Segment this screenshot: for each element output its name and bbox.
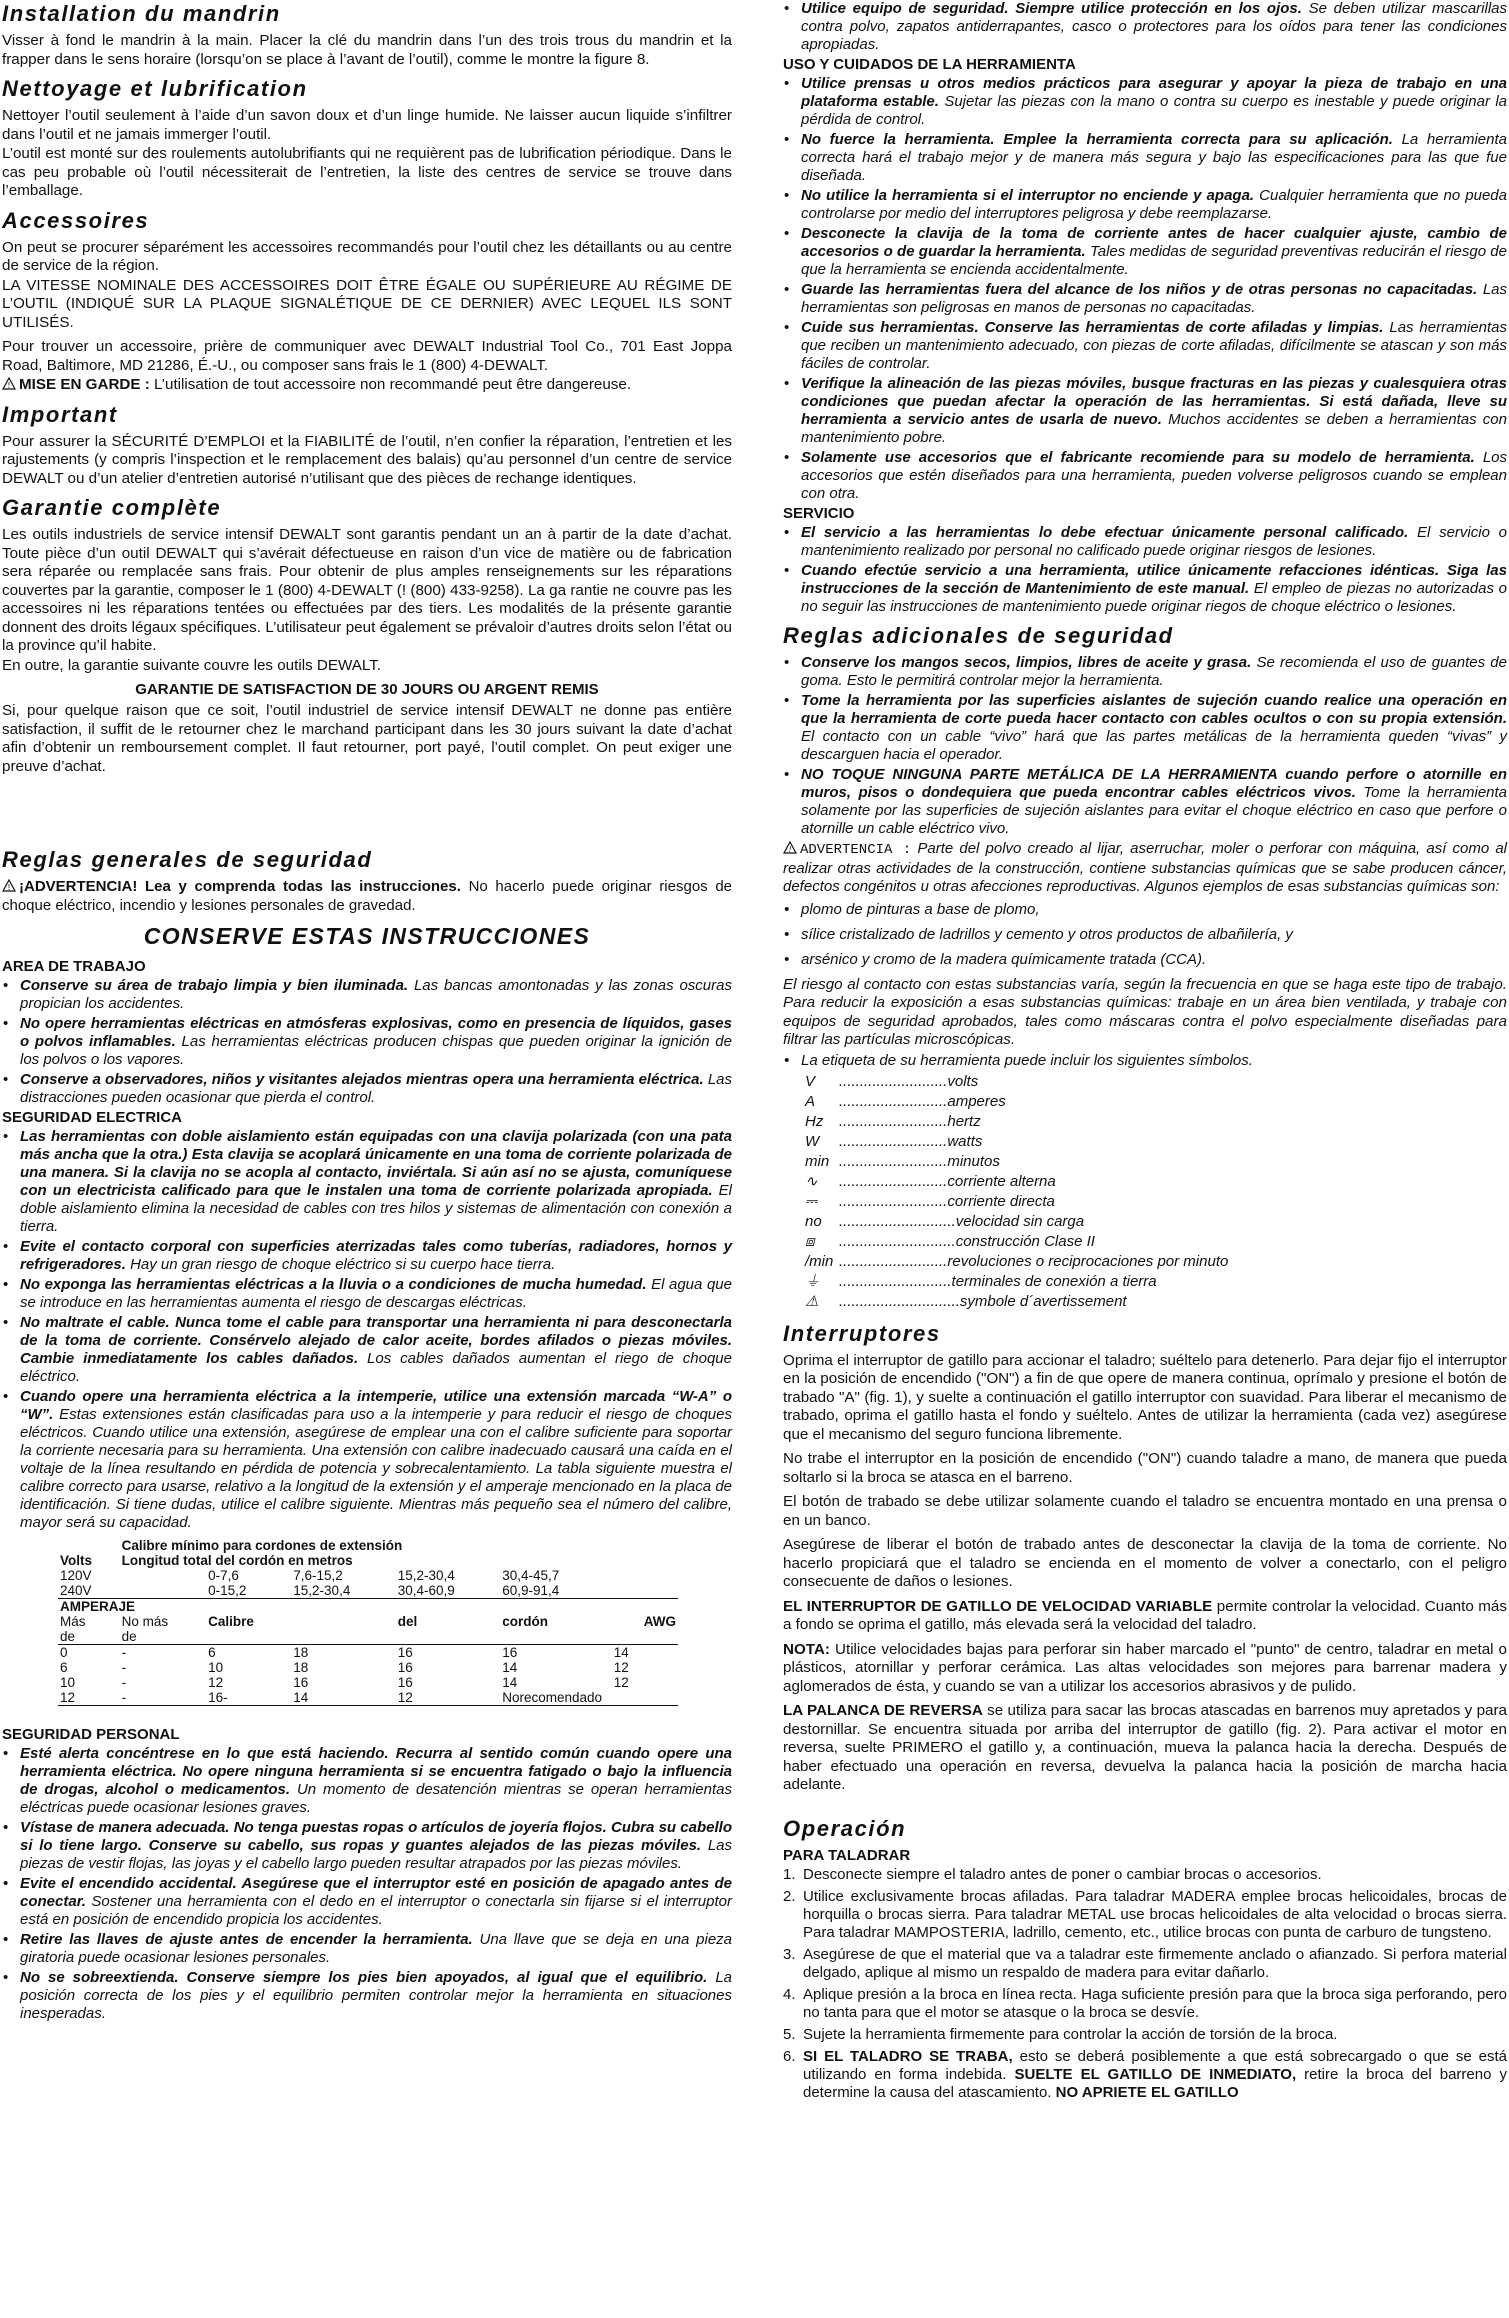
list-item: • sílice cristalizado de ladrillos y cemento y otros productos de albañilería, y (783, 926, 1507, 944)
list-item: • Evite el encendido accidental. Asegúrese que el interruptor esté en posición de apagado antes de conectar. Sostener una herramienta con el dedo en el interruptor o conectarla sin fijarse si el interruptor está en posición de encendido propicia los accidentes. (2, 1875, 732, 1929)
symbol-row: A ..........................amperes (805, 1092, 1006, 1110)
section-title-interruptores: Interruptores (783, 1320, 941, 1346)
paragraph: NOTA: Utilice velocidades bajas para perforar sin haber marcado el "punto" de centro, taladrar en metal o plásticos, atornillar y perforar cerámica. Las altas velocidades son mejores para barrenar madera y aglomerados de ésta, y cuando se van a utilizar los accesorios abrasivos y de pulido. (783, 1640, 1507, 1695)
subsection-electrica: SEGURIDAD ELECTRICA (2, 1109, 183, 1126)
list-item: • Evite el contacto corporal con superficies aterrizadas tales como tuberías, radiadores, hornos y refrigeradores. Hay un gran riesgo de choque eléctrico si su cuerpo hace tierra. (2, 1238, 732, 1274)
list-item: • Tome la herramienta por las superficies aislantes de sujeción cuando realice una operación en que la herramienta de corte pueda hacer contacto con cables ocultos o con su propia extensión. El contacto con un cable “vivo” hará que las partes metálicas de la herramienta queden “vivas” y descarguen hacia el operador. (783, 692, 1507, 764)
list-item: • Cuide sus herramientas. Conserve las herramientas de corte afiladas y limpias. Las herramientas que reciben un mantenimiento adecuado, con piezas de corte afiladas, difícilmente se atascan y son más fáciles de controlar. (783, 319, 1507, 373)
list-item: • arsénico y cromo de la madera químicamente tratada (CCA). (783, 951, 1507, 969)
list-item: • Verifique la alineación de las piezas móviles, busque fracturas en las piezas y cualesquiera otras condiciones que puedan afectar la operación de las herramientas. Si está dañada, lleve su herramienta a servicio antes de usarla de nuevo. Muchos accidentes se deben a herramientas con mantenimiento pobre. (783, 375, 1507, 447)
paragraph: En outre, la garantie suivante couvre les outils DEWALT. (2, 656, 382, 674)
subsection-servicio: SERVICIO (783, 505, 855, 522)
warning-text: L’utilisation de tout accessoire non recommandé peut être dangereuse. (154, 376, 632, 393)
section-title-important: Important (2, 401, 118, 427)
right-column (783, 0, 1507, 2106)
table-row: 0 - 6 18 16 16 14 (60, 1645, 629, 1660)
section-title-reglas-generales: Reglas generales de seguridad (2, 847, 373, 872)
svg-text:!: ! (788, 845, 792, 854)
list-item: • El servicio a las herramientas lo debe efectuar únicamente personal calificado. El servicio o mantenimiento realizado por personal no calificado puede originar riesgos de lesiones. (783, 524, 1507, 560)
list-item: • Vístase de manera adecuada. No tenga puestas ropas o artículos de joyería flojos. Cubra su cabello si lo tiene largo. Conserve su cabello, sus ropas y guantes alejados de las piezas móviles. Las piezas de vestir flojas, las joyas y el cabello largo pueden resultar atrapados por las piezas móviles. (2, 1819, 732, 1873)
paragraph: El botón de trabado se debe utilizar solamente cuando el taladro se encuentra montado en una prensa o en un banco. (783, 1493, 1507, 1529)
list-item: • Guarde las herramientas fuera del alcance de los niños y de otras personas no capacitadas. Las herramientas son peligrosas en manos de personas no capacitadas. (783, 281, 1507, 317)
uso-list (783, 75, 1507, 503)
symbols-list (805, 1072, 1507, 1312)
paragraph: Visser à fond le mandrin à la main. Placer la clé du mandrin dans l’un des trois trous du mandrin et la frapper dans le sens horaire (lorsqu’on se place à l’avant de l’outil), comme le montre la figure 8. (2, 32, 732, 68)
paragraph: Nettoyer l’outil seulement à l’aide d’un savon doux et d’un linge humide. Ne laisser aucun liquide s’infiltrer dans l’outil et ne jamais immerger l’outil. (2, 107, 732, 143)
table-header: Volts (60, 1553, 93, 1568)
paragraph: El riesgo al contacto con estas substancias varía, según la frecuencia en que se haga este tipo de trabajo. Para reducir la exposición a esas substancias químicas: trabaje en un área bien ventilada, y trabaje con equipos de seguridad aprobados, tales como máscaras contra el polvo especialmente diseñadas para filtrar las partículas microscópicas. (783, 975, 1507, 1048)
table-header-row: de de (58, 1629, 678, 1645)
list-item: • No opere herramientas eléctricas en atmósferas explosivas, como en presencia de líquidos, gases o polvos inflamables. Las herramientas eléctricas producen chispas que pueden originar la ignición de los polvos o los vapores. (2, 1015, 732, 1069)
list-item: • Conserve a observadores, niños y visitantes alejados mientras opera una herramienta eléctrica. Las distracciones pueden ocasionar que pierda el control. (2, 1071, 732, 1107)
list-item-nobullet: • Conserve los mangos secos, limpios, libres de aceite y grasa. Se recomienda el uso de guantes de goma. Esto le permitirá controlar mejor la herramienta. (783, 654, 1507, 690)
conserve-heading: CONSERVE ESTAS INSTRUCCIONES (143, 923, 591, 949)
operation-list (783, 1866, 1507, 2102)
advertencia-label: ADVERTENCIA : (800, 842, 912, 858)
section-title-garantie: Garantie complète (2, 495, 222, 520)
symbol-row: /min ..........................revoluciones o reciprocaciones por minuto (805, 1252, 1229, 1270)
warning-text: No hacerlo puede originar riesgos de choque eléctrico, incendio y lesiones personales de gravedad. (2, 878, 733, 914)
symbol-row: ∿ ..........................corriente alterna (805, 1172, 1056, 1190)
warning-icon (2, 377, 16, 390)
general-warning (2, 878, 732, 915)
list-item: • Conserve su área de trabajo limpia y bien iluminada. Las bancas amontonadas y las zonas oscuras propician los accidentes. (2, 977, 732, 1013)
guarantee-heading: GARANTIE DE SATISFACTION DE 30 JOURS OU ARGENT REMIS (135, 681, 599, 698)
section-title-operacion: Operación (783, 1815, 907, 1841)
symbol-row: Hz ..........................hertz (805, 1112, 981, 1130)
servicio-list (783, 524, 1507, 616)
table-header-row: Más No más Calibre del cordón AWG (60, 1614, 676, 1629)
table-row: 12 - 16- 14 12 Norecomendado (58, 1690, 678, 1706)
symbol-row: ⧈ ............................construcción Clase II (805, 1232, 1095, 1250)
list-item: • Retire las llaves de ajuste antes de encender la herramienta. Una llave que se deja en una pieza giratoria puede ocasionar lesiones personales. (2, 1931, 732, 1967)
section-title-installation: Installation du mandrin (2, 1, 281, 26)
paragraph: Pour trouver un accessoire, prière de communiquer avec DEWALT Industrial Tool Co., 701 East Joppa Road, Baltimore, MD 21286, É.-U., ou composer sans frais le 1 (800) 4-DEWALT. (2, 338, 732, 374)
paragraph: On peut se procurer séparément les accessoires recommandés pour l’outil chez les détaillants ou au centre de service de la région. (2, 238, 732, 274)
section-title-reglas-adicionales: Reglas adicionales de seguridad (783, 623, 1174, 648)
list-item: • Cuando efectúe servicio a una herramienta, utilice únicamente refacciones idénticas. Siga las instrucciones de la sección de Mantenimiento de este manual. El empleo de piezas no autorizadas o no seguir las instrucciones de mantenimiento puede originar riegos de choque eléctrico o lesiones. (783, 562, 1507, 616)
warning-bold-text: ¡ADVERTENCIA! Lea y comprenda todas las instrucciones. (19, 878, 461, 895)
personal-list (2, 1745, 732, 2023)
symbol-row: ⏚ ...........................terminales de conexión a tierra (805, 1272, 1157, 1290)
paragraph: Oprima el interruptor de gatillo para accionar el taladro; suéltelo para detenerlo. Para dejar fijo el interruptor en la posición de encendido ("ON") a fin de que opere de manera continua, oprímalo y presione el botón de trabado "A" (fig. 1), y suelte a continuación el gatillo interruptor con suavidad. Para liberar el mecanismo de trabado, oprima el gatillo hasta el fondo y suéltelo. Antes de utilizar la herramienta (cada vez) asegúrese que el mecanismo del seguro funciona libremente. (783, 1351, 1507, 1443)
list-item: • No exponga las herramientas eléctricas a la lluvia o a condiciones de mucha humedad. El agua que se introduce en las herramientas aumenta el riesgo de descargas eléctricas. (2, 1276, 732, 1312)
table-row: 10 - 12 16 16 14 12 (60, 1675, 629, 1690)
table-row: 240V 0-15,2 15,2-30,4 30,4-60,9 60,9-91,4 (58, 1583, 678, 1599)
symbol-row: min ..........................minutos (805, 1152, 1000, 1170)
table-header: AMPERAJE (60, 1599, 136, 1614)
paragraph: EL INTERRUPTOR DE GATILLO DE VELOCIDAD VARIABLE permite controlar la velocidad. Cuanto más a fondo se oprima el gatillo, más elevada será la velocidad del taladro. (783, 1597, 1507, 1633)
section-title-nettoyage: Nettoyage et lubrification (2, 76, 308, 101)
table-row: 120V 0-7,6 7,6-15,2 15,2-30,4 30,4-45,7 (60, 1568, 560, 1583)
electric-list (2, 1128, 732, 1532)
svg-text:!: ! (7, 381, 11, 390)
svg-text:!: ! (7, 883, 11, 892)
list-item: 3. Asegúrese de que el material que va a taladrar este firmemente anclado o afianzado. Si perfora material delgado, aplique al mismo un respaldo de madera para evitar dañarlo. (783, 1945, 1507, 1981)
warning-icon (2, 879, 16, 892)
paragraph: Les outils industriels de service intensif DEWALT sont garantis pendant un an à partir de la date d’achat. Toute pièce d’un outil DEWALT qui s’avérait défectueuse en raison d’un vice de matière ou de fabrication sera réparée ou remplacée sans frais. Pour obtenir de plus amples renseignements sur les réparations couvertes par la garantie, composer le 1 (800) 4-DEWALT (! (800) 433-9258). La ga rantie ne couvre pas les accessoires ni les réparations tentées ou effectuées par des tiers. Les modalités de la présente garantie donnent des droits légaux spécifiques. L’utilisateur peut également se prévaloir d’autres droits selon l’état ou la province qu’il habite. (2, 526, 732, 654)
safety-equipment-list (783, 0, 1507, 54)
area-list (2, 977, 732, 1107)
list-item: • Desconecte la clavija de la toma de corriente antes de hacer cualquier ajuste, cambio de accesorios o de guardar la herramienta. Tales medidas de seguridad preventivas reducirán el riesgo de que la herramienta se encienda accidentalmente. (783, 225, 1507, 279)
additional-list (783, 654, 1507, 838)
subsection-taladrar: PARA TALADRAR (783, 1846, 911, 1864)
list-item: • Cuando opere una herramienta eléctrica a la intemperie, utilice una extensión marcada “W-A” o “W”. Estas extensiones están clasificadas para uso a la intemperie y para reducir el riesgo de choques eléctricos. Cuando utilice una extensión, asegúrese de emplear una con el calibre suficiente para soportar la corriente necesaria para su herramienta. Una extensión con calibre inadecuado causará una caída en el voltaje de la línea resultando en pérdida de potencia y sobrecalentamiento. La tabla siguiente muestra el calibre correcto para usarse, relativo a la longitud de la extensión y el amperaje mencionado en la placa de identificación. Si tiene dudas, utilice el calibre siguiente. Mientras más pequeño sea el número del calibre, mayor será su capacidad. (2, 1388, 732, 1532)
paragraph: LA VITESSE NOMINALE DES ACCESSOIRES DOIT ÊTRE ÉGALE OU SUPÉRIEURE AU RÉGIME DE L’OUTIL (INDIQUÉ SUR LA PLAQUE SIGNALÉTIQUE DE CE DERNIER) AVEC LEQUEL ILS SONT UTILISÉS. (2, 276, 732, 331)
table-title: Calibre mínimo para cordones de extensión (121, 1538, 403, 1553)
list-item: • No utilice la herramienta si el interruptor no enciende y apaga. Cualquier herramienta que no pueda controlarse por medio del interruptores peligrosa y debe reemplazarse. (783, 187, 1507, 223)
list-item: • No maltrate el cable. Nunca tome el cable para transportar una herramienta ni para desconectarla de la toma de corriente. Consérvelo alejado de calor aceite, bordes afilados o piezas móviles. Cambie inmediatamente los cables dañados. Los cables dañados aumentan el riego de choque eléctrico. (2, 1314, 732, 1386)
paragraph: No trabe el interruptor en la posición de encendido ("ON") cuando taladre a mano, de manera que pueda soltarlo si la broca se atasca en el barreno. (783, 1450, 1507, 1486)
left-column (0, 0, 732, 2025)
symbol-row: ⚠ .............................symbole d´avertissement (805, 1292, 1127, 1310)
paragraph: Si, pour quelque raison que ce soit, l’outil industriel de service intensif DEWALT ne donne pas entière satisfaction, il suffit de le retourner chez le marchand participant dans les 30 jours suivant la date d’achat afin d’obtenir un remboursement complet. Il faut retourner, port payé, l’outil complet. On peut exiger une preuve d’achat. (2, 702, 732, 775)
warning-paragraph (2, 376, 732, 395)
paragraph: LA PALANCA DE REVERSA se utiliza para sacar las brocas atascadas en barrenos muy apretados y para destornillar. Se encuentra situada por arriba del interruptor de gatillo (fig. 2). Para activar el motor en reversa, suelte PRIMERO el gatillo y, a continuación, mueva la palanca hacia la derecha. Después de haber efectuado una operación en reversa, devuelva la palanca hacia la posición de marcha hacia adelante. (783, 1702, 1507, 1793)
symbol-row: V ..........................volts (805, 1072, 979, 1090)
list-item: 2. Utilice exclusivamente brocas afiladas. Para taladrar MADERA emplee brocas helicoidales, brocas de horquilla o brocas sierra. Para taladrar METAL use brocas helicoidales de alta velocidad o brocas sierra. Para taladrar MAMPOSTERIA, ladrillo, cemento, etc., utilice brocas con punta de carburo de tungsteno. (783, 1887, 1507, 1941)
list-item: • Utilice prensas u otros medios prácticos para asegurar y apoyar la pieza de trabajo en una plataforma estable. Sujetar las piezas con la mano o contra su cuerpo es inestable y puede originar la pérdida de control. (783, 75, 1507, 129)
warning-label: MISE EN GARDE : (19, 376, 150, 393)
advertencia-paragraph (783, 840, 1507, 897)
list-item: • No fuerce la herramienta. Emplee la herramienta correcta para su aplicación. La herramienta correcta hará el trabajo mejor y de manera más segura y bajo las especificaciones para las que fue diseñada. (783, 131, 1507, 185)
paragraph: L’outil est monté sur des roulements autolubrifiants qui ne requièrent pas de lubrification périodique. Dans le cas peu probable où l’outil nécessiterait de l’entretien, la liste des centres de service se trouve dans l’emballage. (2, 145, 732, 199)
subsection-uso: USO Y CUIDADOS DE LA HERRAMIENTA (783, 56, 1076, 73)
list-item: • plomo de pinturas a base de plomo, (783, 901, 1507, 919)
list-item: • Esté alerta concéntrese en lo que está haciendo. Recurra al sentido común cuando opere una herramienta eléctrica. No opere ninguna herramienta si se encuentra fatigado o bajo la influencia de drogas, alcohol o medicamentos. Un momento de desatención mientras se operan herramientas eléctricas puede ocasionar lesiones graves. (2, 1745, 732, 1817)
subsection-personal: SEGURIDAD PERSONAL (2, 1726, 180, 1743)
list-item: 1. Desconecte siempre el taladro antes de poner o cambiar brocas o accesorios. (783, 1865, 1322, 1883)
table-header: Longitud total del cordón en metros (121, 1553, 353, 1568)
list-item: • NO TOQUE NINGUNA PARTE METÁLICA DE LA HERRAMIENTA cuando perfore o atornille en muros, pisos o dondequiera que pueda encontrar cables eléctricos vivos. Tome la herramienta solamente por las superficies de sujeción aislantes para evitar el choque eléctrico en caso que perfore o atornille un cable eléctrico vivo. (783, 766, 1507, 838)
symbol-row: ⎓ ..........................corriente directa (805, 1192, 1055, 1210)
paragraph: Asegúrese de liberar el botón de trabado antes de desconectar la clavija de la toma de corriente. No hacerlo propiciará que el taladro se encienda en el momento de volver a conectarlo, con el peligro consecuente de daños o lesiones. (783, 1536, 1507, 1590)
list-item: • No se sobreextienda. Conserve siempre los pies bien apoyados, al igual que el equilibrio. La posición correcta de los pies y el equilibrio permiten controlar mejor la herramienta en situaciones inesperadas. (2, 1969, 732, 2023)
list-item: • Solamente use accesorios que el fabricante recomiende para su modelo de herramienta. Los accesorios que estén diseñados para una herramienta, pueden volverse peligrosos cuando se emplean con otra. (783, 449, 1507, 503)
subsection-area: AREA DE TRABAJO (2, 958, 146, 975)
advertencia-text: Parte del polvo creado al lijar, aserruchar, moler o perforar con máquina, así como al realizar otras actividades de la construcción, contiene substancias químicas que se sabe producen cáncer, defectos congénitos u otras afecciones reproductivas. Algunos ejemplos de esas substancias químicas son: (783, 840, 1508, 895)
table-row: 6 - 10 18 16 14 12 (60, 1660, 629, 1675)
section-title-accessoires: Accessoires (2, 207, 150, 233)
list-item: • Utilice equipo de seguridad. Siempre utilice protección en los ojos. Se deben utilizar mascarillas contra polvo, zapatos antiderrapantes, casco o protectores para los oídos para tener las condiciones apropiadas. (783, 0, 1507, 54)
paragraph: Pour assurer la SÉCURITÉ D’EMPLOI et la FIABILITÉ de l’outil, n’en confier la réparation, l’entretien et les rajustements (y compris l’inspection et le remplacement des balais) qu’au personnel d’un centre de service DEWALT ou d’un atelier d’entretien autorisé n’utilisant que des pièces de rechange identiques. (2, 432, 732, 487)
extension-cord-table (58, 1538, 678, 1706)
symbols-intro (783, 1052, 1507, 1070)
list-item: 6. SI EL TALADRO SE TRABA, esto se deberá posiblemente a que está sobrecargado o que se está utilizando en forma indebida. SUELTE EL GATILLO DE INMEDIATO, retire la broca del barreno y determine la causa del atascamiento. NO APRIETE EL GATILLO (783, 2047, 1508, 2101)
list-item: • Las herramientas con doble aislamiento están equipadas con una clavija polarizada (con una pata más ancha que la otra.) Esta clavija se acoplará únicamente en una toma de corriente polarizada de una manera. Si la clavija no se acopla al contacto, inviértala. Si aún así no se ajusta, comuníquese con un electricista calificado para que le instalen una toma de corriente polarizada apropiada. El doble aislamiento elimina la necesidad de cables con tres hilos y sistemas de alimentación con conexión a tierra. (2, 1128, 732, 1236)
list-item: 5. Sujete la herramienta firmemente para controlar la acción de torsión de la broca. (783, 2025, 1338, 2043)
warning-icon (783, 841, 797, 854)
list-item: 4. Aplique presión a la broca en línea recta. Haga suficiente presión para que la broca siga perforando, pero no tanta para que el motor se atasque o la broca se desvíe. (783, 1985, 1507, 2021)
list-item: • La etiqueta de su herramienta puede incluir los siguientes símbolos. (783, 1052, 1507, 1070)
substances-list (783, 901, 1507, 969)
symbol-row: W ..........................watts (805, 1132, 983, 1150)
symbol-row: no ............................velocidad sin carga (805, 1212, 1085, 1230)
